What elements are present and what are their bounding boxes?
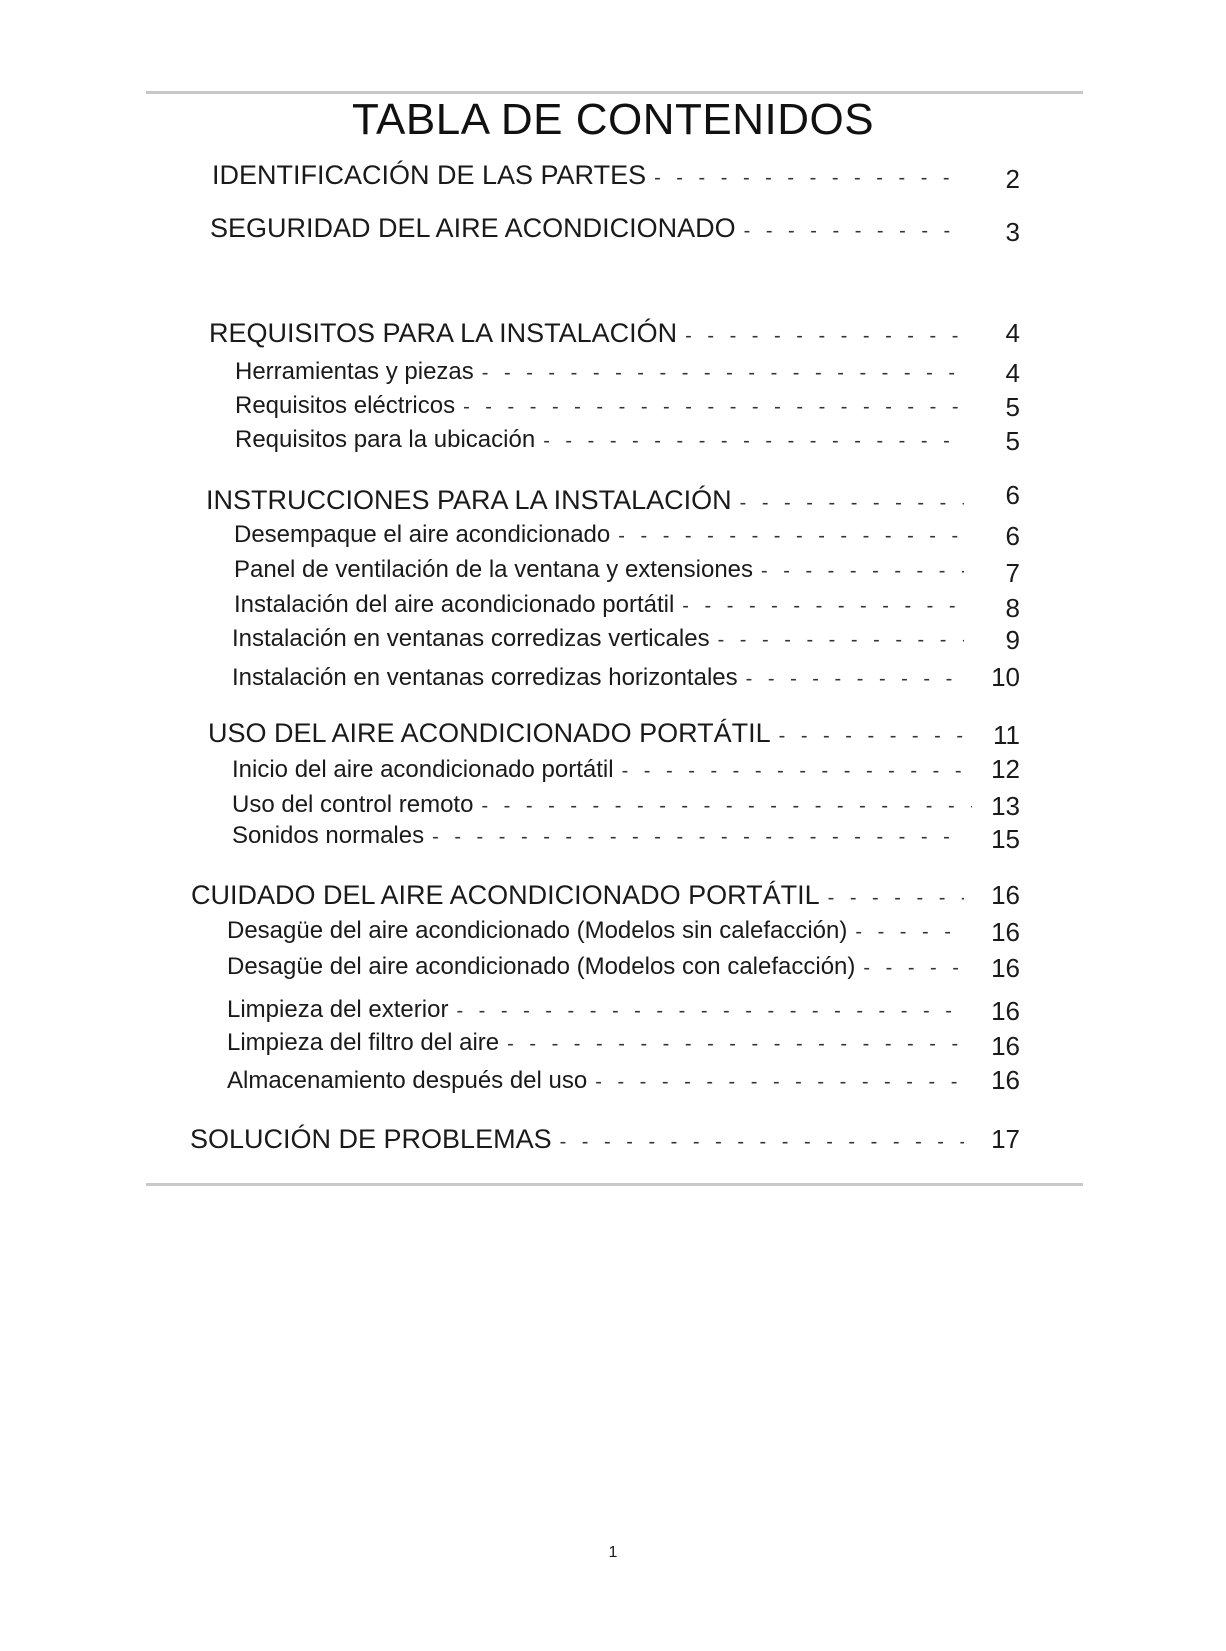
toc-page-number: 16 xyxy=(991,1065,1020,1095)
dot-leader xyxy=(463,396,964,419)
toc-page-number: 9 xyxy=(1005,625,1020,655)
toc-entry-label: Instalación del aire acondicionado portátil xyxy=(234,591,675,618)
dot-leader xyxy=(718,629,964,652)
toc-page-number: 7 xyxy=(1005,558,1020,588)
toc-entry-label: SEGURIDAD DEL AIRE ACONDICIONADO xyxy=(210,213,736,243)
toc-page-number: 4 xyxy=(1005,318,1020,348)
toc-subentry[interactable] xyxy=(232,791,980,819)
toc-page-number: 4 xyxy=(1005,358,1020,388)
toc-subentry[interactable] xyxy=(232,822,972,850)
dot-leader xyxy=(622,760,964,783)
toc-entry-label: Requisitos para la ubicación xyxy=(235,426,536,453)
toc-subentry[interactable] xyxy=(235,358,972,386)
toc-entry-label: CUIDADO DEL AIRE ACONDICIONADO PORTÁTIL xyxy=(191,880,820,910)
dot-leader xyxy=(456,1000,964,1023)
toc-subentry[interactable] xyxy=(234,556,972,584)
toc-entry[interactable] xyxy=(209,318,972,349)
bottom-divider xyxy=(146,1183,1083,1186)
toc-subentry[interactable] xyxy=(235,392,972,420)
toc-entry-label: Inicio del aire acondicionado portátil xyxy=(232,756,614,783)
toc-entry[interactable] xyxy=(190,1124,972,1155)
dot-leader xyxy=(481,795,972,818)
toc-subentry[interactable] xyxy=(232,625,972,653)
toc-subentry[interactable] xyxy=(232,756,972,784)
toc-page-number: 3 xyxy=(1005,217,1020,247)
dot-leader xyxy=(779,725,964,748)
toc-entry-label: SOLUCIÓN DE PROBLEMAS xyxy=(190,1124,552,1154)
toc-entry[interactable] xyxy=(212,160,972,191)
toc-page-number: 10 xyxy=(991,662,1020,692)
dot-leader xyxy=(682,595,970,618)
dot-leader xyxy=(560,1131,964,1154)
page-number: 1 xyxy=(608,1544,618,1561)
toc-subentry[interactable] xyxy=(227,953,972,981)
toc-entry-label: Instalación en ventanas corredizas horizontales xyxy=(232,664,738,691)
toc-page-number: 6 xyxy=(1005,480,1020,510)
toc-entry-label: Desagüe del aire acondicionado (Modelos con calefacción) xyxy=(227,953,856,980)
toc-entry-label: Requisitos eléctricos xyxy=(235,392,456,419)
toc-entry-label: Limpieza del exterior xyxy=(227,996,449,1023)
dot-leader xyxy=(432,826,964,849)
toc-entry-label: Panel de ventilación de la ventana y extensiones xyxy=(234,556,754,583)
dot-leader xyxy=(543,430,964,453)
toc-page-number: 13 xyxy=(991,791,1020,821)
toc-page-number: 11 xyxy=(993,720,1020,750)
toc-page-number: 8 xyxy=(1005,593,1020,623)
toc-entry-label: Sonidos normales xyxy=(232,822,425,849)
dot-leader xyxy=(828,887,964,910)
dot-leader xyxy=(744,220,964,243)
dot-leader xyxy=(740,492,964,515)
toc-entry-label: Desempaque el aire acondicionado xyxy=(234,521,611,548)
toc-page-number: 5 xyxy=(1005,426,1020,456)
toc-subentry[interactable] xyxy=(232,664,972,692)
toc-entry-label: Instalación en ventanas corredizas verticales xyxy=(232,625,710,652)
toc-subentry[interactable] xyxy=(234,521,972,549)
dot-leader xyxy=(761,560,964,583)
toc-page-number: 12 xyxy=(991,754,1020,784)
toc-page-number: 16 xyxy=(991,1031,1020,1061)
toc-entry-label: INSTRUCCIONES PARA LA INSTALACIÓN xyxy=(206,485,732,515)
toc-entry[interactable] xyxy=(208,718,972,749)
dot-leader xyxy=(507,1033,964,1056)
dot-leader xyxy=(482,362,964,385)
toc-entry-label: Uso del control remoto xyxy=(232,791,474,818)
toc-page-number: 16 xyxy=(991,996,1020,1026)
toc-subentry[interactable] xyxy=(234,591,978,619)
toc-page-number: 16 xyxy=(991,880,1020,910)
toc-subentry[interactable] xyxy=(227,917,972,945)
dot-leader xyxy=(863,957,964,980)
toc-entry[interactable] xyxy=(206,485,972,516)
toc-page-number: 6 xyxy=(1005,521,1020,551)
toc-entry-label: IDENTIFICACIÓN DE LAS PARTES xyxy=(212,160,647,190)
dot-leader xyxy=(595,1071,964,1094)
toc-subentry[interactable] xyxy=(227,1067,972,1095)
toc-subentry[interactable] xyxy=(227,1029,972,1057)
toc-entry[interactable] xyxy=(191,880,972,911)
page-title: TABLA DE CONTENIDOS xyxy=(351,95,875,144)
toc-page-number: 5 xyxy=(1005,392,1020,422)
toc-entry-label: Desagüe del aire acondicionado (Modelos sin calefacción) xyxy=(227,917,848,944)
toc-page-number: 16 xyxy=(991,953,1020,983)
toc-entry-label: Herramientas y piezas xyxy=(235,358,474,385)
toc-entry-label: USO DEL AIRE ACONDICIONADO PORTÁTIL xyxy=(208,718,771,748)
toc-entry-label: Almacenamiento después del uso xyxy=(227,1067,588,1094)
toc-page-number: 2 xyxy=(1005,164,1020,194)
dot-leader xyxy=(654,167,964,190)
toc-entry[interactable] xyxy=(210,213,972,244)
dot-leader xyxy=(855,921,964,944)
dot-leader xyxy=(746,668,964,691)
toc-subentry[interactable] xyxy=(235,426,972,454)
toc-page-number: 16 xyxy=(991,917,1020,947)
toc-page-number: 17 xyxy=(991,1124,1020,1154)
dot-leader xyxy=(685,325,964,348)
toc-entry-label: REQUISITOS PARA LA INSTALACIÓN xyxy=(209,318,678,348)
toc-page-number: 15 xyxy=(991,824,1020,854)
toc-entry-label: Limpieza del filtro del aire xyxy=(227,1029,500,1056)
dot-leader xyxy=(618,525,964,548)
toc-subentry[interactable] xyxy=(227,996,972,1024)
